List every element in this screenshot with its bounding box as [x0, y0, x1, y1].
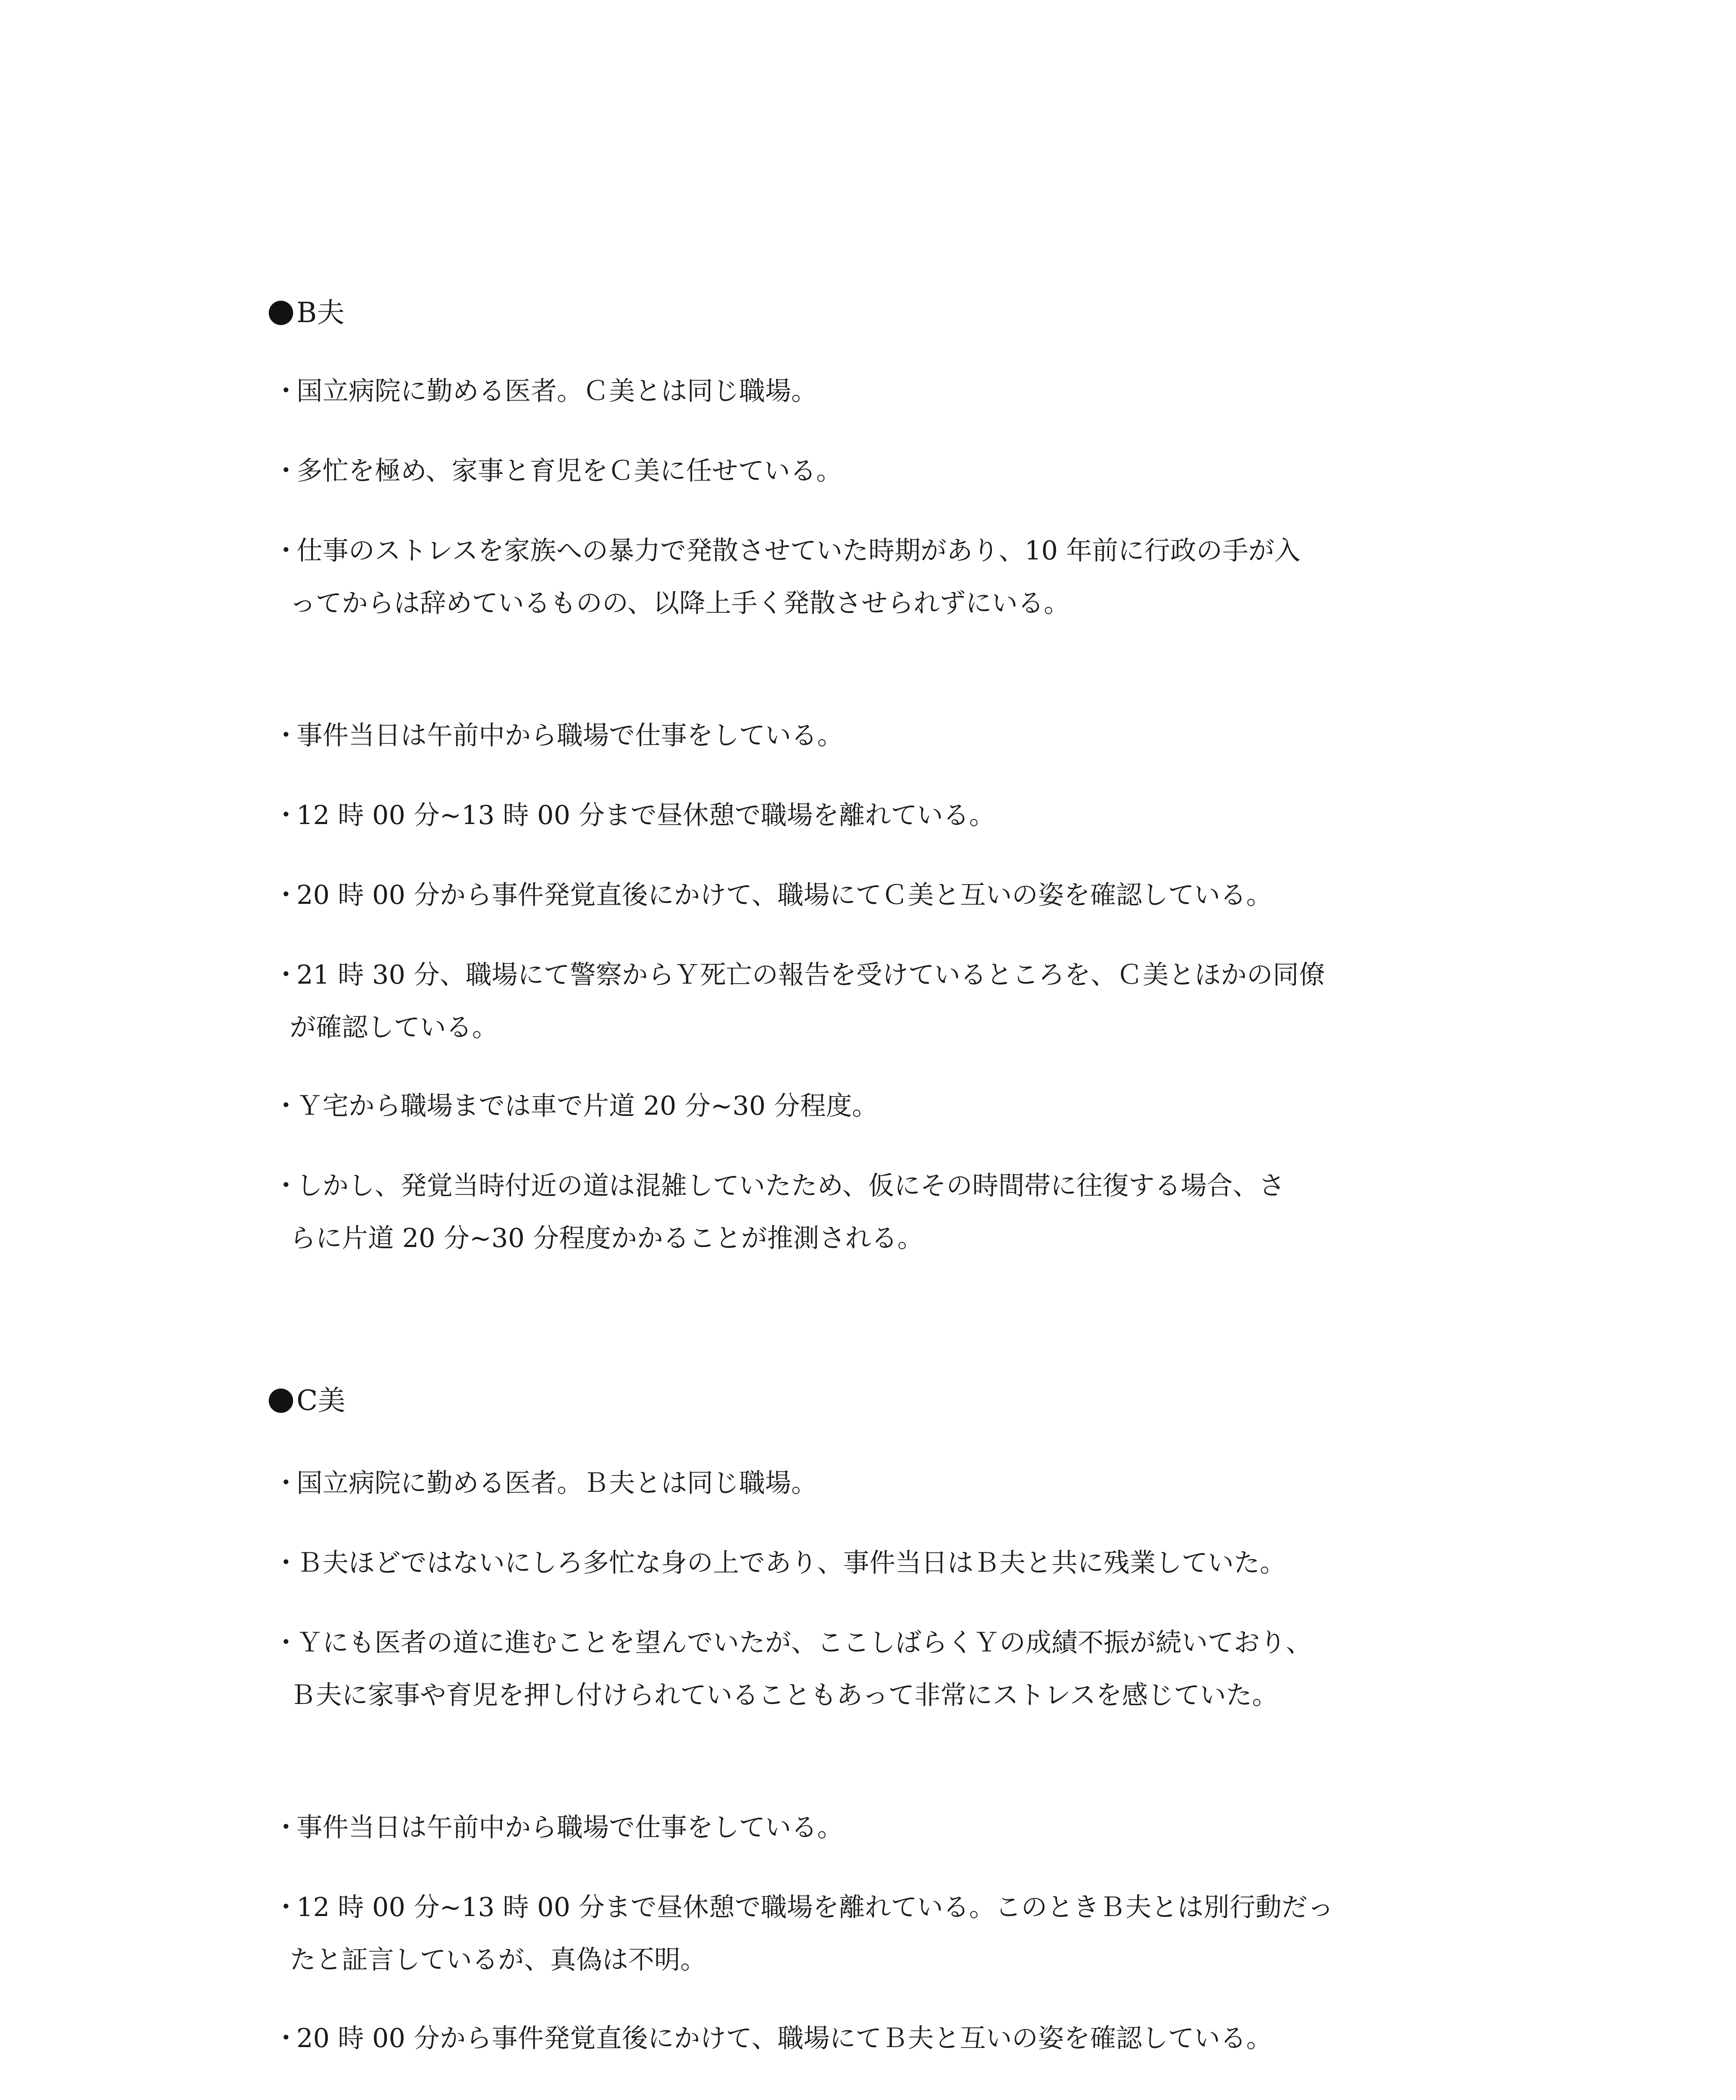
- list-item: ・しかし、発覚当時付近の道は混雑していたため、仮にその時間帯に往復する場合、さ らに片道 20 分~30 分程度かかることが推測される。: [273, 1170, 1285, 1253]
- list-item: ・多忙を極め、家事と育児をＣ美に任せている。: [273, 455, 842, 486]
- list-item: ・事件当日は午前中から職場で仕事をしている。: [273, 1812, 844, 1843]
- section-heading-text: B夫: [296, 297, 345, 329]
- list-item: ・Ｂ夫ほどではないにしろ多忙な身の上であり、事件当日はＢ夫と共に残業していた。: [273, 1547, 1286, 1578]
- section-heading-text: C美: [296, 1384, 346, 1417]
- list-item: ・Ｙにも医者の道に進むことを望んでいたが、ここしばらくＹの成績不振が続いており、 Ｂ夫に家事や育児を押し付けられていることもあって非常にストレスを感じていた。: [273, 1627, 1312, 1710]
- section-heading-c: [269, 1382, 346, 1420]
- list-item: ・国立病院に勤める医者。Ｃ美とは同じ職場。: [273, 375, 818, 406]
- list-item: ・21 時 30 分、職場にて警察からＹ死亡の報告を受けているところを、Ｃ美とほかの同僚 が確認している。: [273, 959, 1325, 1042]
- section-heading-b: [269, 294, 345, 332]
- list-item: ・20 時 00 分から事件発覚直後にかけて、職場にてＣ美と互いの姿を確認している。: [273, 879, 1272, 910]
- list-item: [273, 2092, 1541, 2100]
- bullet-dot-icon: [269, 301, 293, 325]
- list-item: ・仕事のストレスを家族への暴力で発散させていた時期があり、10 年前に行政の手が入 ってからは辞めているものの、以降上手く発散させられずにいる。: [273, 535, 1301, 618]
- list-item: ・Ｙ宅から職場までは車で片道 20 分~30 分程度。: [273, 1090, 878, 1121]
- list-item: ・国立病院に勤める医者。Ｂ夫とは同じ職場。: [273, 1467, 818, 1498]
- list-item: ・20 時 00 分から事件発覚直後にかけて、職場にてＢ夫と互いの姿を確認している。: [273, 2023, 1272, 2053]
- bullet-dot-icon: [269, 1389, 293, 1413]
- list-item: ・事件当日は午前中から職場で仕事をしている。: [273, 720, 844, 751]
- list-item: ・12 時 00 分~13 時 00 分まで昼休憩で職場を離れている。: [273, 800, 995, 830]
- list-item: ・12 時 00 分~13 時 00 分まで昼休憩で職場を離れている。このときＢ夫とは別行動だっ たと証言しているが、真偽は不明。: [273, 1892, 1334, 1975]
